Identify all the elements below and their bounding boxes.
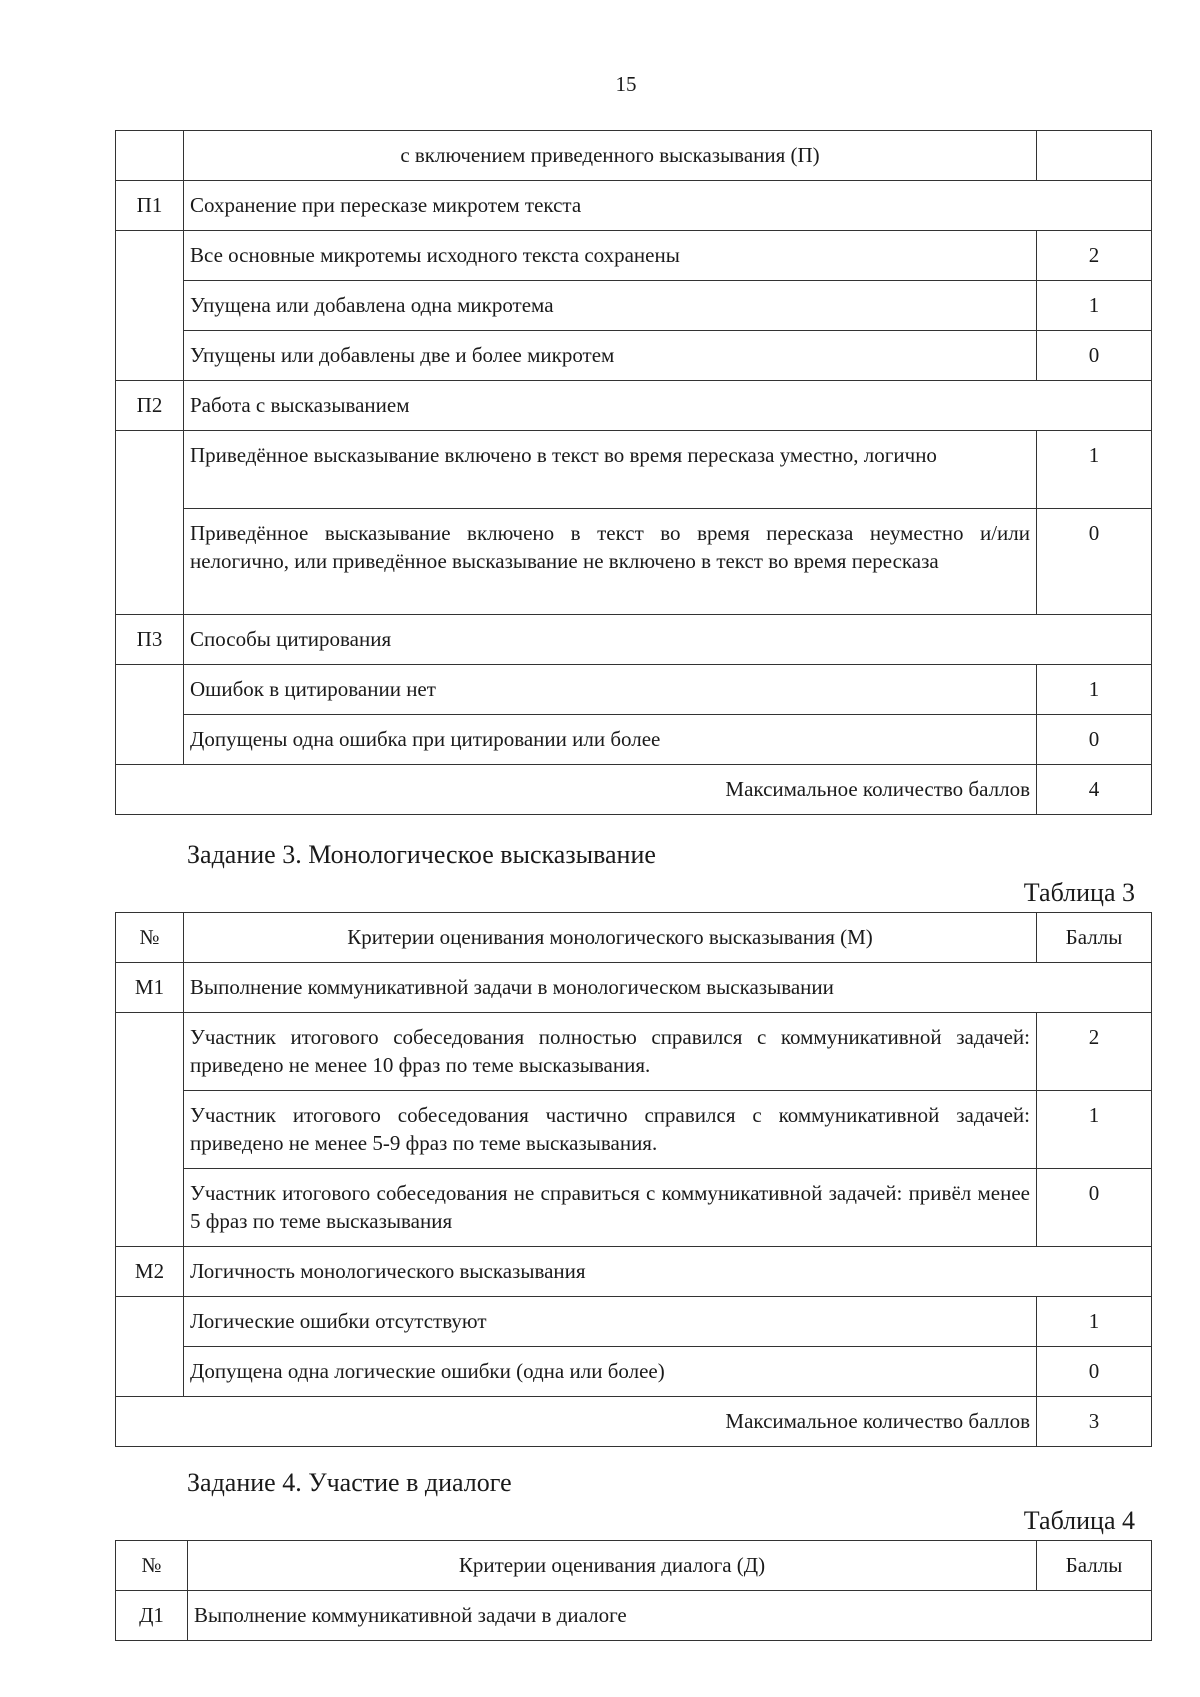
criterion-title: Способы цитирования — [184, 615, 1152, 665]
score-description: Логические ошибки отсутствуют — [184, 1297, 1037, 1347]
score-description: Упущены или добавлены две и более микротем — [184, 331, 1037, 381]
score-points: 1 — [1037, 1091, 1152, 1169]
criterion-title: Работа с высказыванием — [184, 381, 1152, 431]
criterion-row — [116, 1247, 1152, 1297]
criterion-title: Сохранение при пересказе микротем текста — [184, 181, 1152, 231]
criterion-code: Д1 — [116, 1591, 188, 1641]
score-points: 0 — [1037, 509, 1152, 615]
score-points: 1 — [1037, 1297, 1152, 1347]
criterion-code: П3 — [116, 615, 184, 665]
score-description: Участник итогового собеседования не справиться с коммуникативной задачей: привёл менее 5 фраз по теме высказывания — [184, 1169, 1037, 1247]
score-row — [116, 1091, 1152, 1169]
column-criteria-header: Критерии оценивания монологического высказывания (М) — [184, 913, 1037, 963]
column-number-header: № — [116, 1541, 188, 1591]
criterion-code: М2 — [116, 1247, 184, 1297]
criterion-code: П1 — [116, 181, 184, 231]
score-points: 1 — [1037, 431, 1152, 509]
score-points: 0 — [1037, 1169, 1152, 1247]
score-row — [116, 1013, 1152, 1091]
criterion-row — [116, 381, 1152, 431]
criterion-row — [116, 615, 1152, 665]
max-score-label: Максимальное количество баллов — [116, 765, 1037, 815]
page-number: 15 — [615, 72, 637, 96]
score-row — [116, 1297, 1152, 1347]
task3-title: Задание 3. Монологическое высказывание — [187, 840, 656, 869]
column-points-header: Баллы — [1037, 913, 1152, 963]
criterion-row — [116, 1591, 1152, 1641]
table4-label: Таблица 4 — [1023, 1506, 1135, 1535]
column-number-header: № — [116, 913, 184, 963]
table-header-cell: с включением приведенного высказывания (П) — [184, 131, 1037, 181]
criterion-title: Логичность монологического высказывания — [184, 1247, 1152, 1297]
max-score-value: 4 — [1037, 765, 1152, 815]
criterion-row — [116, 181, 1152, 231]
score-description: Приведённое высказывание включено в текст во время пересказа уместно, логично — [184, 431, 1037, 509]
score-points: 2 — [1037, 1013, 1152, 1091]
score-description: Допущены одна ошибка при цитировании или более — [184, 715, 1037, 765]
score-points: 1 — [1037, 281, 1152, 331]
score-row — [116, 431, 1152, 509]
score-row — [116, 715, 1152, 765]
score-points: 1 — [1037, 665, 1152, 715]
score-row — [116, 509, 1152, 615]
criteria-table-retelling — [115, 130, 1152, 815]
score-description: Приведённое высказывание включено в текст во время пересказа неуместно и/или нелогично, или приведённое высказывание не включено в текст во время пересказа — [184, 509, 1037, 615]
max-score-value: 3 — [1037, 1397, 1152, 1447]
score-points: 0 — [1037, 715, 1152, 765]
task4-title: Задание 4. Участие в диалоге — [187, 1468, 512, 1497]
score-description: Допущена одна логические ошибки (одна или более) — [184, 1347, 1037, 1397]
criterion-title: Выполнение коммуникативной задачи в монологическом высказывании — [184, 963, 1152, 1013]
table-header-row — [116, 131, 1152, 181]
criterion-row — [116, 963, 1152, 1013]
table-header-row — [116, 913, 1152, 963]
criteria-table-dialogue — [115, 1540, 1152, 1641]
score-points: 2 — [1037, 231, 1152, 281]
score-row — [116, 665, 1152, 715]
score-row — [116, 331, 1152, 381]
table3-label: Таблица 3 — [1023, 878, 1135, 907]
max-score-row — [116, 1397, 1152, 1447]
score-description: Все основные микротемы исходного текста сохранены — [184, 231, 1037, 281]
criterion-code: М1 — [116, 963, 184, 1013]
score-description: Ошибок в цитировании нет — [184, 665, 1037, 715]
column-criteria-header: Критерии оценивания диалога (Д) — [188, 1541, 1037, 1591]
score-description: Упущена или добавлена одна микротема — [184, 281, 1037, 331]
score-points: 0 — [1037, 331, 1152, 381]
score-row — [116, 231, 1152, 281]
score-description: Участник итогового собеседования частично справился с коммуникативной задачей: приведено не менее 5-9 фраз по теме высказывания. — [184, 1091, 1037, 1169]
score-row — [116, 1169, 1152, 1247]
table-header-row — [116, 1541, 1152, 1591]
criteria-table-monologue — [115, 912, 1152, 1447]
score-points: 0 — [1037, 1347, 1152, 1397]
max-score-label: Максимальное количество баллов — [116, 1397, 1037, 1447]
score-row — [116, 281, 1152, 331]
criterion-title: Выполнение коммуникативной задачи в диалоге — [188, 1591, 1152, 1641]
score-row — [116, 1347, 1152, 1397]
column-points-header: Баллы — [1037, 1541, 1152, 1591]
criterion-code: П2 — [116, 381, 184, 431]
max-score-row — [116, 765, 1152, 815]
score-description: Участник итогового собеседования полностью справился с коммуникативной задачей: приведено не менее 10 фраз по теме высказывания. — [184, 1013, 1037, 1091]
